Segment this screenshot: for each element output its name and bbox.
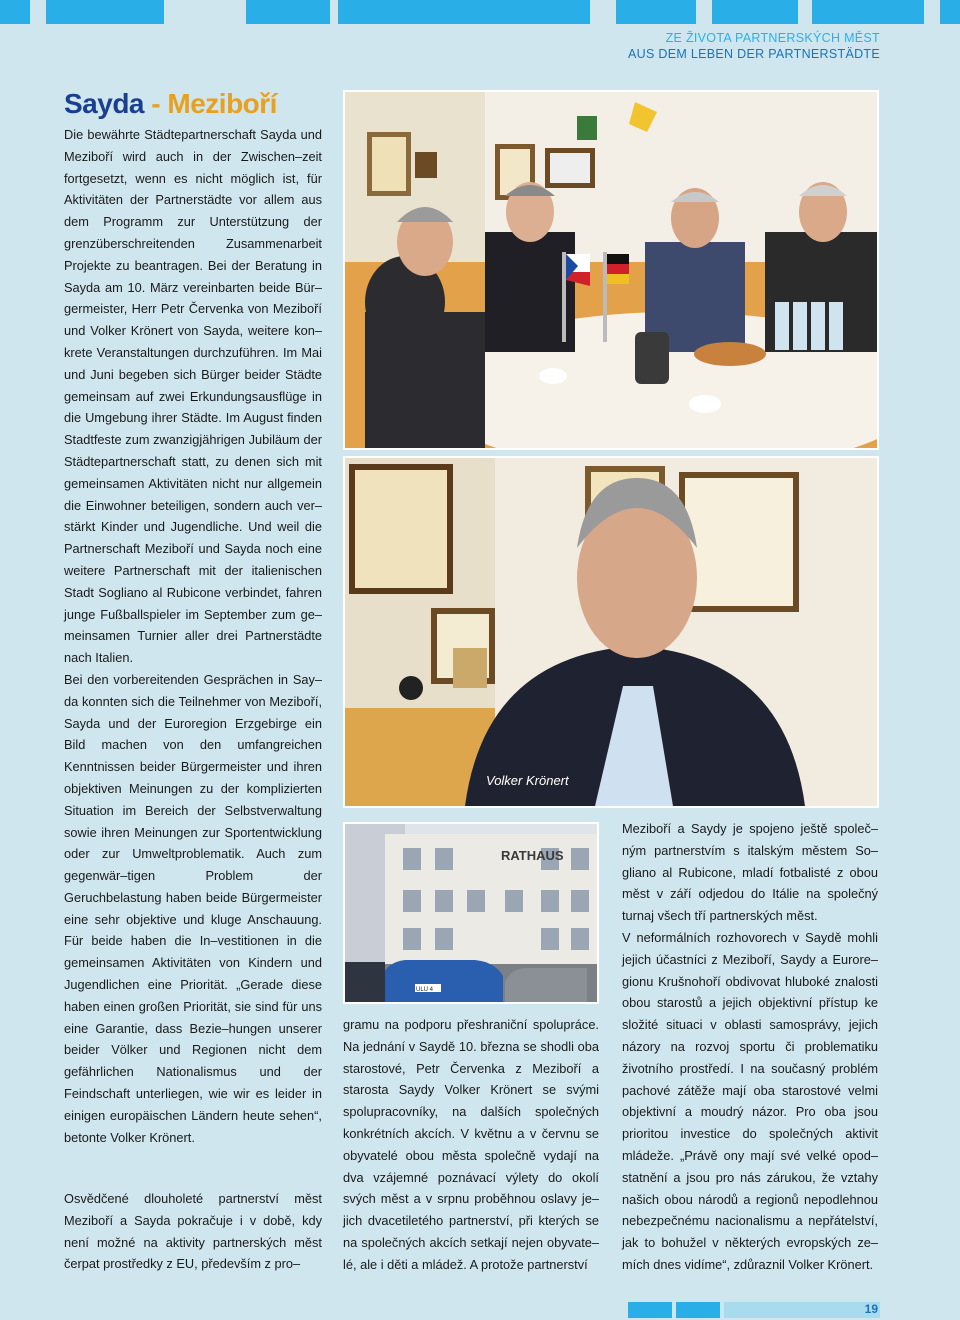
top-tab	[812, 0, 924, 24]
title-sayda: Sayda	[64, 88, 144, 119]
czech-paragraph-2: gramu na podporu přeshraniční spolupráce. Na jednání v Saydě 10. března se shodli oba starostové, Petr Červenka z Meziboří a starosta Saydy Volker Krönert se svými spolupracovníky, na dalších společných konkrétních akcích. V květnu a v červnu se obyvatelé obou města společně vydají na dva vzájemné poznávací výlety do okolí svých měst a v srpnu proběhnou oslavy je–jich dvacetiletého partnerství, při kterých se na společných akcích setkají nejen obyvate–lé, ale i děti a mládež. A protože partnerství	[343, 1017, 599, 1272]
footer-tab	[628, 1302, 672, 1318]
meeting-illustration	[345, 92, 877, 448]
top-tab	[0, 0, 30, 24]
car-plate: ULU 4	[416, 987, 434, 993]
section-header	[628, 30, 880, 62]
page-number: 19	[864, 1302, 878, 1316]
footer-tab	[676, 1302, 720, 1318]
header-czech: ZE ŽIVOTA PARTNERSKÝCH MĚST	[665, 31, 880, 45]
meeting-photo	[343, 90, 879, 450]
header-german: AUS DEM LEBEN DER PARTNERSTÄDTE	[628, 47, 880, 61]
portrait-illustration	[345, 458, 877, 806]
czech-paragraph-3: Meziboří a Saydy je spojeno ještě společ–ným partnerstvím s italským městem So–gliano al Rubicone, mladí fotbalisté z obou měst v září odjedou do Itálie na společný turnaj všech tří partnerských měst.	[622, 821, 878, 924]
rathaus-illustration	[345, 824, 597, 1002]
top-tab	[246, 0, 330, 24]
footer-bar-light	[724, 1302, 880, 1318]
top-tab	[712, 0, 798, 24]
top-tab-strip	[0, 0, 960, 24]
top-tab	[616, 0, 696, 24]
top-tab	[338, 0, 590, 24]
german-article	[64, 124, 322, 1148]
top-tab	[46, 0, 164, 24]
title-separator: -	[151, 88, 161, 119]
czech-paragraph-1: Osvědčené dlouholeté partnerství měst Meziboří a Sayda pokračuje i v době, kdy není možné na aktivity partnerských měst čerpat prostředky z EU, především z pro–	[64, 1191, 322, 1272]
rathaus-sign: RATHAUS	[501, 848, 564, 863]
rathaus-photo	[343, 822, 599, 1004]
top-tab	[940, 0, 960, 24]
german-paragraph-2: Bei den vorbereitenden Gesprächen in Say–da konnten sich die Teilnehmer von Meziboří, Sayda und der Euroregion Erzgebirge ein Bild machen von den umfangreichen Kenntnissen beider Bürgermeister und ihren objektiven Meinungen zu der komplizierten Situation im Bereich der Selbstverwaltung sowie ihren Meinungen zur Sportentwicklung oder zur Umweltproblematik. Auch zum gegenwär–tigen Problem der Geruchbelastung haben beide Bürgermeister eine sehr objektive und kluge Anschauung. Für beide haben die In–vestitionen in die gemeinsamen Aktivitäten von Kindern und Jugendlichen eine Priorität. „Gerade diese haben einen großen Priorität, sie sind für uns eine Garantie, dass Bezie–hungen unserer beider Völker und Regionen nicht dem gefährlichen Nationalismus und der Feindschaft unterliegen, wie wir es leider in einigen europäischen Ländern heute sehen“, betonte Volker Krönert.	[64, 671, 322, 1145]
czech-column-3	[622, 818, 878, 1276]
portrait-photo	[343, 456, 879, 808]
article-title	[64, 88, 277, 120]
czech-column-2	[343, 1014, 599, 1276]
czech-column-1	[64, 1188, 322, 1275]
title-mezibori: Meziboří	[167, 88, 277, 119]
german-paragraph-1: Die bewährte Städtepartnerschaft Sayda und Meziboří wird auch in der Zwischen–zeit fortgesetzt, wenn es nicht möglich ist, für Aktivitäten der Partnerstädte vor allem aus dem Programm zur Unterstützung der grenzüberschreitenden Zusammenarbeit Projekte zu beantragen. Bei der Beratung in Sayda am 10. März vereinbarten beide Bür–germeister, Herr Petr Červenka von Meziboří und Volker Krönert von Sayda, weitere kon–krete Veranstaltungen durchzuführen. Im Mai und Juni begeben sich Bürger beider Städte gemeinsam auf zwei Erkundungsausflüge in die Umgebung ihrer Städte. Im August finden Stadtfeste zum zwanzigjährigen Jubiläum der Städtepartnerschaft statt, zu denen sich mit gemeinsamen Aktivitäten nicht nur allgemein die Einwohner beteiligen, sondern auch ver–stärkt Kinder und Jugendliche. Und weil die Partnerschaft Meziboří und Sayda noch eine weitere Partnerschaft mit der italienischen Stadt Sogliano al Rubicone verbindet, fahren junge Fußballspieler im September zum ge–meinsamen Turnier aller drei Partnerstädte nach Italien.	[64, 127, 322, 666]
portrait-caption: Volker Krönert	[486, 773, 569, 788]
czech-paragraph-4: V neformálních rozhovorech v Saydě mohli jejich účastníci z Meziboří, Saydy a Eurore–gionu Krušnohoří obdivovat hluboké znalosti obou starostů a jejich objektivní přístup ke složité situaci v oblasti samosprávy, jejich názory na rozvoj sportu či problematiku životního prostředí. I na současný problém pachové zátěže mají oba starostové velmi objektivní a moudrý názor. Pro oba jsou prioritou investice do společných aktivit mládeže. „Právě ony mají své velké opod–statnění a jsou pro nás zárukou, že vztahy našich obou národů a regionů nepodlehnou nebezpečnému nacionalismu a nepřátelství, jak to bohužel v některých evropských ze–mích dnes vidíme“, zdůraznil Volker Krönert.	[622, 929, 878, 1272]
